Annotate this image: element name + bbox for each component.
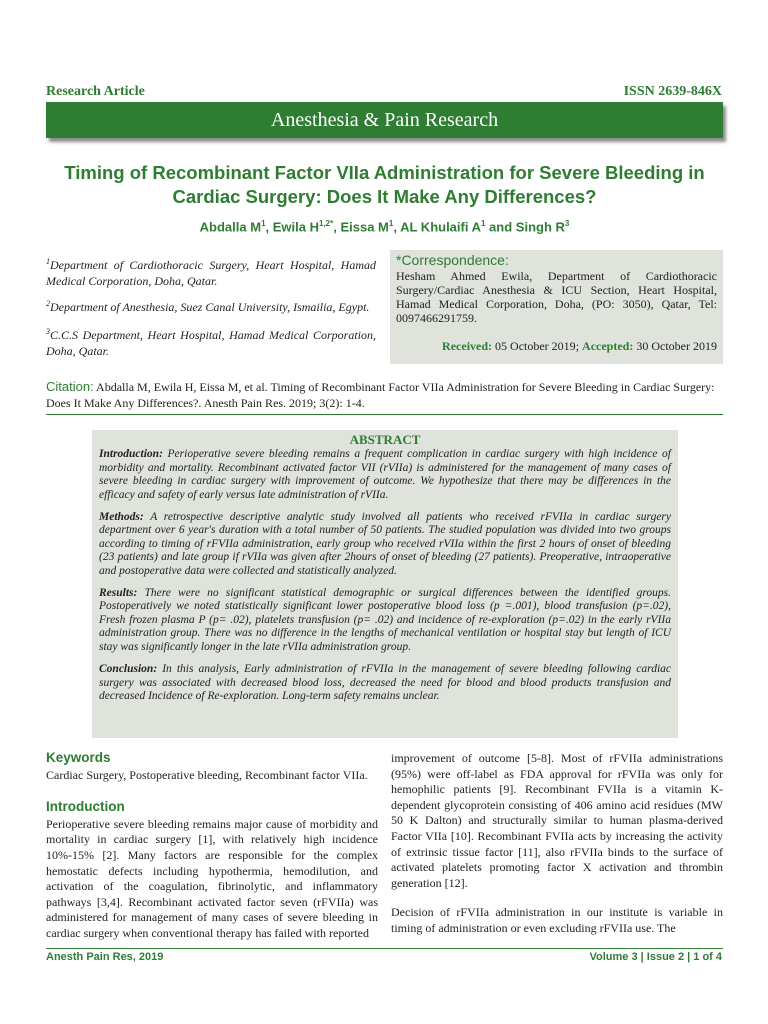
abstract-methods: Methods: A retrospective descriptive analytic study involved all patients who received rFVIIa in cardiac surgery department over 6 year's duration with a total number of 50 patients. The studied population was divided into two groups according to timing of rFVIIa administration, early group who received rVIIa within the first 2 hours of onset of bleeding (23 patients) and late group if rVIIa was given after 2hours of onset of bleeding (27 patients). Preoperative, intraoperative and postoperative data were collected and statistically analyzed.	[99, 511, 672, 577]
journal-banner	[46, 102, 723, 138]
abstract-box	[92, 430, 678, 738]
right-column	[391, 751, 723, 937]
article-type-label: Research Article	[46, 84, 145, 99]
correspondence-box	[390, 250, 723, 364]
citation	[46, 379, 726, 411]
keywords-heading: Keywords	[46, 750, 111, 765]
introduction-heading: Introduction	[46, 799, 125, 815]
author-name: Eissa M	[340, 219, 389, 235]
abstract-introduction: Introduction: Perioperative severe bleeding remains a frequent complication in cardiac surgery with high incidence of morbidity and mortality. Recombinant activated factor VII (rVIIa) is administered for the management of many cases of severe bleeding in cardiac surgery with improvement of outcome. We hypothesize that there may be differences in the efficacy and safety of early versus late administration of rVIIa.	[99, 448, 672, 501]
footer-page-info: Volume 3 | Issue 2 | 1 of 4	[589, 951, 722, 963]
received-accepted-dates: Received: 05 October 2019; Accepted: 30 October 2019	[442, 339, 717, 353]
introduction-paragraph-1: Perioperative severe bleeding remains major cause of morbidity and mortality in cardiac surgery [1], with relatively high incidence 10%-15% [2]. Many factors are responsible for the complex hemostatic defects including hypothermia, hemodilution, and activation of the coagulation, fibrinolytic, and inflammatory pathways [3,4]. Recombinant activated factor seven (rFVIIa) was administered for management of many cases of severe bleeding in cardiac surgery when conventional therapy has failed with reported	[46, 816, 378, 940]
journal-name: Anesthesia & Pain Research	[270, 108, 499, 131]
author-name: Ewila H	[272, 219, 319, 235]
divider	[46, 414, 723, 415]
footer-divider	[46, 948, 723, 949]
citation-text: Abdalla M, Ewila H, Eissa M, et al. Timing of Recombinant Factor VIIa Administration for Severe Bleeding in Cardiac Surgery: Does It Make Any Differences?. Anesth Pain Res. 2019; 3(2): 1-4.	[46, 380, 715, 410]
abstract-results: Results: There were no significant statistical demographic or surgical differences between the identified groups. Postoperatively we noted statistically significant lower postoperative blood loss (p =.001), blood transfusion (p=.02), Fresh frozen plasma P (p= .02), platelets transfusion (p= .02) and incidence of re-exploration (p=.02) in the early rVIIa administration group. There was no difference in the lengths of mechanical ventilation or hospital stay but length of ICU stay was significantly longer in the late rVIIa administration group.	[99, 587, 672, 653]
introduction-paragraph-2: improvement of outcome [5-8]. Most of rFVIIa administrations (95%) were off-label as FDA approval for rFVIIa was only for hemophilic patients [9]. Recombinant FVIIa is a vitamin K-dependent glycoprotein consisting of 406 amino acid residues (MW 50 K Dalton) and structurally similar to human plasma-derived Factor VIIa [10]. Recombinant FVIIa acts by increasing the activity of extrinsic tissue factor [11], also rFVIIa binds to the surface of activated platelets promoting factor X activation and thrombin generation [12].	[391, 751, 723, 890]
affiliation-2: $^2$Department of Anesthesia, Suez Canal University, Ismailia, Egypt.	[46, 299, 370, 314]
author-name: Abdalla M	[199, 219, 262, 235]
footer-journal: Anesth Pain Res, 2019	[46, 951, 164, 963]
author-name: AL Khulaifi A	[400, 219, 481, 235]
keywords-text: Cardiac Surgery, Postoperative bleeding, Recombinant factor VIIa.	[46, 767, 368, 782]
abstract-conclusion: Conclusion: In this analysis, Early administration of rFVIIa in the management of severe bleeding following cardiac surgery was associated with decreased blood loss, decreased the need for blood and blood products transfusion and decreased Incidence of Re-exploration. Long-term safety remains unclear.	[99, 663, 672, 702]
affiliation-1: $^1$Department of Cardiothoracic Surgery, Heart Hospital, Hamad Medical Corporation, Doha, Qatar.	[46, 257, 376, 288]
correspondence-heading: *Correspondence:	[396, 252, 509, 268]
citation-label: Citation:	[46, 379, 94, 394]
introduction-paragraph-3: Decision of rFVIIa administration in our institute is variable in timing of administration or even excluding rFVIIa use. The	[391, 905, 723, 935]
author-name: Singh R	[515, 219, 565, 235]
correspondence-body: Hesham Ahmed Ewila, Department of Cardiothoracic Surgery/Cardiac Anesthesia & ICU Section, Heart Hospital, Hamad Medical Corporation, Doha, (PO: 3050), Qatar, Tel: 0097466291759.	[396, 269, 717, 325]
abstract-title: ABSTRACT	[349, 432, 421, 447]
affiliation-3: $^3$C.C.S Department, Heart Hospital, Hamad Medical Corporation, Doha, Qatar.	[46, 327, 376, 358]
issn-label: ISSN 2639-846X	[623, 84, 722, 99]
author-list: Abdalla $M^1$, Ewila $H^{1,2*}$, Eissa $M^1$, AL Khulaifi $A^1$ and Singh $R^3$	[199, 219, 570, 235]
article-title: Timing of Recombinant Factor VIIa Administration for Severe Bleeding in Cardiac Surgery: Does It Make Any Differences?	[64, 162, 705, 207]
left-column	[46, 750, 378, 942]
